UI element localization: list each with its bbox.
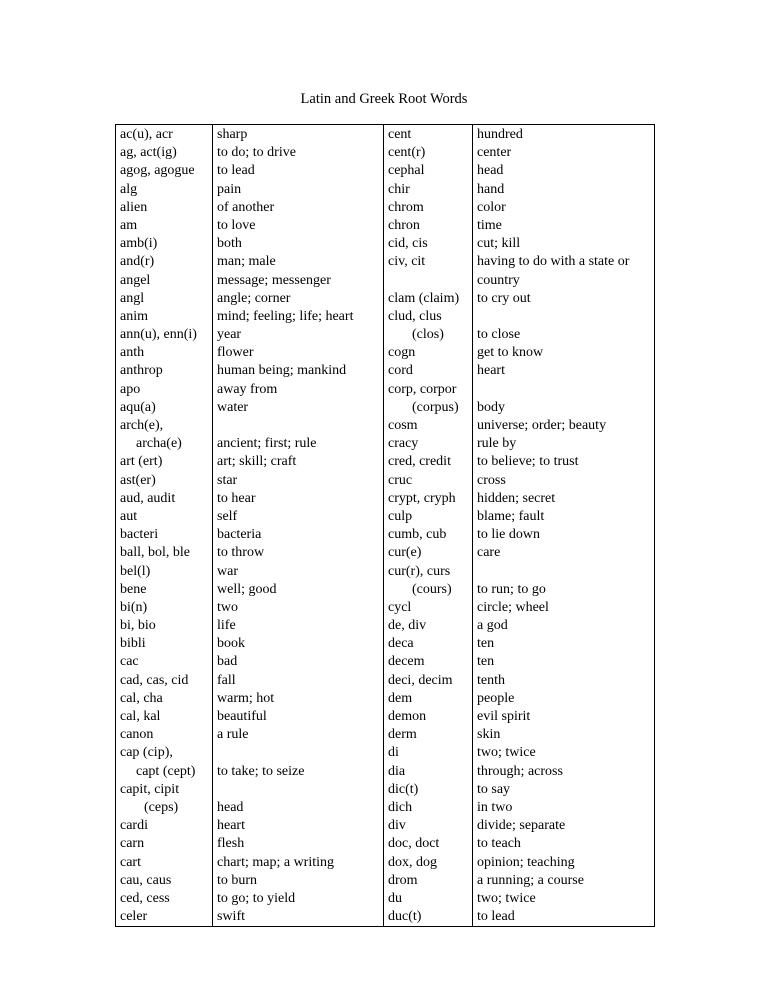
meaning-entry: to take; to seize bbox=[217, 763, 305, 779]
root-entry: dox, dog bbox=[388, 854, 437, 870]
meaning-entry: year bbox=[217, 327, 242, 343]
meaning-entry: having to do with a state or bbox=[477, 254, 630, 270]
meaning-entry: cut; kill bbox=[477, 236, 521, 252]
meaning-entry: hand bbox=[477, 181, 505, 197]
meaning-entry: two bbox=[217, 599, 238, 615]
meaning-entry: hidden; secret bbox=[477, 490, 556, 506]
root-entry: anim bbox=[120, 308, 148, 324]
meaning-entry: to burn bbox=[217, 872, 258, 888]
meaning-entry: to run; to go bbox=[477, 581, 546, 597]
root-entry: (ceps) bbox=[144, 799, 179, 815]
root-entry: arch(e), bbox=[120, 418, 164, 433]
meaning-entry: to love bbox=[217, 217, 256, 233]
root-entry: carn bbox=[120, 836, 145, 852]
root-entry: bi, bio bbox=[120, 618, 156, 634]
meaning-entry: to close bbox=[477, 327, 521, 343]
root-entry: cogn bbox=[388, 345, 416, 361]
root-words-table bbox=[115, 124, 655, 927]
root-entry: and(r) bbox=[120, 254, 155, 270]
root-entry: doc, doct bbox=[388, 836, 440, 852]
root-entry: cal, cha bbox=[120, 690, 163, 706]
root-entry: ced, cess bbox=[120, 890, 170, 906]
meaning-entry: ten bbox=[477, 636, 495, 652]
root-entry: angl bbox=[120, 290, 145, 306]
meaning-entry: head bbox=[217, 799, 244, 815]
root-entry: (clos) bbox=[412, 327, 444, 343]
root-entry: bacteri bbox=[120, 527, 159, 543]
root-entry: cord bbox=[388, 363, 413, 379]
root-entry: cur(e) bbox=[388, 545, 422, 561]
meaning-entry: hundred bbox=[477, 127, 523, 142]
root-entry: civ, cit bbox=[388, 254, 426, 270]
root-entry: cosm bbox=[388, 418, 418, 433]
meaning-entry: a god bbox=[477, 618, 508, 634]
root-entry: agog, agogue bbox=[120, 163, 195, 179]
root-entry: chron bbox=[388, 217, 420, 233]
root-entry: (cours) bbox=[412, 581, 452, 597]
meaning-entry: in two bbox=[477, 799, 513, 815]
root-entry: cent bbox=[388, 127, 412, 142]
meaning-entry: both bbox=[217, 236, 242, 252]
root-entry: celer bbox=[120, 909, 148, 925]
root-entry: cur(r), curs bbox=[388, 563, 451, 579]
meaning-entry: human being; mankind bbox=[217, 363, 347, 379]
meaning-entry: people bbox=[477, 690, 515, 706]
root-entry: drom bbox=[388, 872, 418, 888]
meaning-entry: rule by bbox=[477, 436, 517, 452]
root-entry: cap (cip), bbox=[120, 745, 173, 761]
root-entry: anth bbox=[120, 345, 145, 361]
root-entry: am bbox=[120, 217, 138, 233]
root-entry: deci, decim bbox=[388, 672, 453, 688]
meaning-entry: center bbox=[477, 145, 512, 161]
root-entry: culp bbox=[388, 508, 413, 524]
root-entry: duc(t) bbox=[388, 909, 422, 925]
root-entry: alg bbox=[120, 181, 138, 197]
root-entry: archa(e) bbox=[136, 436, 182, 452]
meaning-entry: through; across bbox=[477, 763, 563, 779]
meaning-entry: a rule bbox=[217, 727, 249, 743]
root-entry: canon bbox=[120, 727, 154, 743]
root-entry: bibli bbox=[120, 636, 146, 652]
root-entry: demon bbox=[388, 709, 427, 724]
meaning-entry: mind; feeling; life; heart bbox=[217, 308, 354, 324]
root-entry: cycl bbox=[388, 599, 412, 615]
root-entry: apo bbox=[120, 381, 141, 397]
meaning-entry: blame; fault bbox=[477, 508, 545, 524]
root-entry: bene bbox=[120, 581, 147, 597]
meaning-entry bbox=[217, 417, 383, 435]
root-column-2 bbox=[384, 125, 473, 927]
root-entry: aut bbox=[120, 508, 138, 524]
meaning-entry: heart bbox=[477, 363, 505, 379]
root-column-1 bbox=[116, 125, 213, 927]
meaning-entry: to go; to yield bbox=[217, 890, 296, 906]
root-entry: du bbox=[388, 890, 402, 906]
root-entry: bi(n) bbox=[120, 599, 148, 615]
root-entry: cardi bbox=[120, 818, 148, 834]
root-entry: deca bbox=[388, 636, 414, 652]
page-title: Latin and Greek Root Words bbox=[300, 91, 468, 107]
meaning-entry: flesh bbox=[217, 836, 245, 852]
root-entry: (corpus) bbox=[412, 399, 459, 415]
root-entry: clam (claim) bbox=[388, 290, 460, 306]
meaning-entry: message; messenger bbox=[217, 272, 331, 288]
meaning-entry: opinion; teaching bbox=[477, 854, 575, 870]
root-entry: cumb, cub bbox=[388, 527, 447, 543]
meaning-entry: of another bbox=[217, 199, 275, 215]
root-entry: dem bbox=[388, 690, 413, 706]
root-entry: ball, bol, ble bbox=[120, 545, 190, 561]
meaning-entry: time bbox=[477, 217, 502, 233]
meaning-column-1 bbox=[213, 125, 384, 927]
meaning-entry: to throw bbox=[217, 545, 265, 561]
root-entry: cad, cas, cid bbox=[120, 672, 189, 688]
root-entry: chir bbox=[388, 181, 410, 197]
meaning-entry: art; skill; craft bbox=[217, 454, 297, 470]
root-entry: aud, audit bbox=[120, 490, 176, 506]
meaning-entry: to believe; to trust bbox=[477, 454, 579, 470]
root-entry: bel(l) bbox=[120, 563, 151, 579]
meaning-entry: to lead bbox=[477, 909, 515, 925]
meaning-entry: to teach bbox=[477, 836, 521, 852]
meaning-entry: skin bbox=[477, 727, 501, 743]
root-entry: ag, act(ig) bbox=[120, 145, 177, 161]
meaning-entry: two; twice bbox=[477, 745, 536, 761]
root-entry: dich bbox=[388, 799, 413, 815]
meaning-entry: get to know bbox=[477, 345, 544, 361]
root-entry: crypt, cryph bbox=[388, 490, 456, 506]
root-entry: cred, credit bbox=[388, 454, 451, 470]
root-entry: cac bbox=[120, 654, 139, 670]
meaning-entry: tenth bbox=[477, 672, 505, 688]
meaning-entry: to lie down bbox=[477, 527, 540, 543]
meaning-entry: head bbox=[477, 163, 504, 179]
meaning-entry: body bbox=[477, 399, 505, 415]
meaning-entry: water bbox=[217, 399, 249, 415]
root-entry: dic(t) bbox=[388, 781, 419, 797]
meaning-entry bbox=[217, 781, 383, 799]
meaning-entry: to lead bbox=[217, 163, 255, 179]
meaning-entry: self bbox=[217, 508, 238, 524]
root-entry: cent(r) bbox=[388, 145, 426, 161]
meaning-entry bbox=[477, 563, 654, 581]
meaning-entry: to do; to drive bbox=[217, 145, 296, 161]
meaning-entry: book bbox=[217, 636, 245, 652]
root-entry: cracy bbox=[388, 436, 419, 452]
meaning-entry: circle; wheel bbox=[477, 599, 549, 615]
meaning-entry: angle; corner bbox=[217, 290, 291, 306]
meaning-entry: man; male bbox=[217, 254, 276, 270]
meaning-entry: warm; hot bbox=[217, 690, 275, 706]
root-entry: cart bbox=[120, 854, 141, 870]
meaning-entry: ten bbox=[477, 654, 495, 670]
root-entry: capit, cipit bbox=[120, 781, 180, 797]
root-entry: decem bbox=[388, 654, 425, 670]
root-entry: cau, caus bbox=[120, 872, 172, 888]
meaning-entry: swift bbox=[217, 909, 245, 925]
root-entry: de, div bbox=[388, 618, 427, 634]
root-entry: cal, kal bbox=[120, 709, 161, 724]
meaning-entry bbox=[217, 744, 383, 762]
root-entry: div bbox=[388, 818, 406, 834]
root-entry: clud, clus bbox=[388, 308, 442, 324]
root-entry: ast(er) bbox=[120, 472, 156, 488]
meaning-entry: pain bbox=[217, 181, 242, 197]
root-entry: chrom bbox=[388, 199, 424, 215]
meaning-entry: flower bbox=[217, 345, 254, 361]
meaning-entry: divide; separate bbox=[477, 818, 566, 834]
meaning-entry: beautiful bbox=[217, 709, 267, 724]
meaning-entry: bad bbox=[217, 654, 238, 670]
meaning-entry: to say bbox=[477, 781, 511, 797]
root-entry: cephal bbox=[388, 163, 425, 179]
root-entry: dia bbox=[388, 763, 406, 779]
meaning-entry: away from bbox=[217, 381, 278, 397]
root-entry: angel bbox=[120, 272, 151, 288]
root-entry: aqu(a) bbox=[120, 399, 156, 415]
meaning-entry: color bbox=[477, 199, 506, 215]
root-entry: cruc bbox=[388, 472, 413, 488]
meaning-entry: ancient; first; rule bbox=[217, 436, 317, 452]
meaning-entry bbox=[477, 308, 654, 326]
meaning-entry: to cry out bbox=[477, 290, 531, 306]
meaning-entry: heart bbox=[217, 818, 245, 834]
meaning-entry: evil spirit bbox=[477, 709, 531, 724]
meaning-entry: sharp bbox=[217, 127, 248, 142]
meaning-entry: country bbox=[477, 272, 520, 288]
meaning-entry: to hear bbox=[217, 490, 256, 506]
root-entry: anthrop bbox=[120, 363, 163, 379]
root-entry: ann(u), enn(i) bbox=[120, 327, 197, 343]
root-entry: amb(i) bbox=[120, 236, 158, 252]
meaning-entry: two; twice bbox=[477, 890, 536, 906]
meaning-entry: fall bbox=[217, 672, 236, 688]
meaning-entry: cross bbox=[477, 472, 506, 488]
meaning-entry: a running; a course bbox=[477, 872, 584, 888]
meaning-entry: bacteria bbox=[217, 527, 262, 543]
meaning-entry: chart; map; a writing bbox=[217, 854, 335, 870]
meaning-entry: life bbox=[217, 618, 236, 634]
meaning-column-2 bbox=[473, 125, 655, 927]
root-entry: alien bbox=[120, 199, 148, 215]
root-entry: ac(u), acr bbox=[120, 127, 173, 142]
meaning-entry: well; good bbox=[217, 581, 277, 597]
root-entry: capt (cept) bbox=[136, 763, 196, 779]
root-entry: derm bbox=[388, 727, 417, 743]
meaning-entry: care bbox=[477, 545, 501, 561]
root-entry: di bbox=[388, 745, 399, 761]
meaning-entry bbox=[477, 381, 654, 399]
root-entry bbox=[388, 272, 472, 290]
root-entry: art (ert) bbox=[120, 454, 163, 470]
meaning-entry: star bbox=[217, 472, 238, 488]
root-entry: corp, corpor bbox=[388, 381, 457, 397]
root-entry: cid, cis bbox=[388, 236, 428, 252]
meaning-entry: war bbox=[217, 563, 238, 579]
meaning-entry: universe; order; beauty bbox=[477, 418, 607, 433]
